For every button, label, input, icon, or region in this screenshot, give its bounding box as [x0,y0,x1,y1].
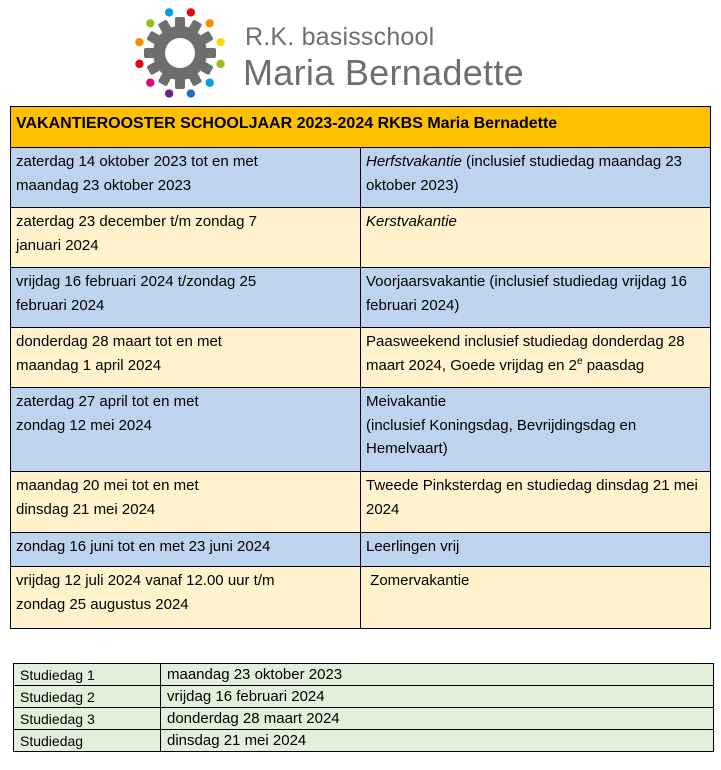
table-row [14,664,714,686]
logo-dot [146,78,154,86]
logo-dot [165,8,173,16]
table-row [14,686,714,708]
description-cell: Herfstvakantie (inclusief studiedag maandag 23 oktober 2023) [361,148,711,208]
description-cell: Tweede Pinksterdag en studiedag dinsdag 21 mei 2024 [361,472,711,533]
study-day-date: donderdag 28 maart 2024 [161,708,714,730]
vacation-schedule-table [10,106,711,629]
table-row [11,328,711,388]
gear-tooth [175,75,185,89]
table-row [11,567,711,629]
description-cell: Kerstvakantie [361,208,711,268]
logo-dot [205,78,213,86]
logo-dot [146,19,154,27]
study-day-label: Studiedag 2 [14,686,161,708]
table-row [14,730,714,752]
study-day-date: vrijdag 16 februari 2024 [161,686,714,708]
period-cell: vrijdag 16 februari 2024 t/zondag 25 februari 2024 [11,268,361,328]
table-row [11,388,711,472]
period-cell: vrijdag 12 juli 2024 vanaf 12.00 uur t/m zondag 25 augustus 2024 [11,567,361,629]
period-cell: maandag 20 mei tot en met dinsdag 21 mei 2024 [11,472,361,533]
description-cell: Voorjaarsvakantie (inclusief studiedag vrijdag 16 februari 2024) [361,268,711,328]
description-cell: Leerlingen vrij [361,533,711,567]
logo-dot [216,60,224,68]
description-cell: Zomervakantie [361,567,711,629]
table-row [11,208,711,268]
table-row [14,708,714,730]
logo-dot [135,60,143,68]
table-row [11,148,711,208]
description-cell: Meivakantie (inclusief Koningsdag, Bevrijdingsdag en Hemelvaart) [361,388,711,472]
logo-dot [187,89,195,97]
description-cell: Paasweekend inclusief studiedag donderdag 28 maart 2024, Goede vrijdag en 2e paasdag [361,328,711,388]
logo-dot [216,38,224,46]
table-row [11,268,711,328]
period-cell: donderdag 28 maart tot en met maandag 1 april 2024 [11,328,361,388]
logo-subtitle: R.K. basisschool [245,23,435,51]
period-cell: zaterdag 14 oktober 2023 tot en met maandag 23 oktober 2023 [11,148,361,208]
logo-title: Maria Bernadette [243,52,524,93]
study-days-table [13,663,714,752]
period-cell: zondag 16 juni tot en met 23 juni 2024 [11,533,361,567]
table-row [11,472,711,533]
logo-dot [135,38,143,46]
logo-dot [165,89,173,97]
study-day-label: Studiedag 1 [14,664,161,686]
table-row [11,533,711,567]
gear-tooth [202,48,216,58]
sun-gear-logo-icon [133,6,227,100]
study-day-date: maandag 23 oktober 2023 [161,664,714,686]
schedule-title: VAKANTIEROOSTER SCHOOLJAAR 2023-2024 RKBS Maria Bernadette [11,107,711,148]
study-day-date: dinsdag 21 mei 2024 [161,730,714,752]
study-day-label: Studiedag 3 [14,708,161,730]
period-cell: zaterdag 27 april tot en met zondag 12 mei 2024 [11,388,361,472]
study-day-label: Studiedag [14,730,161,752]
period-cell: zaterdag 23 december t/m zondag 7 januari 2024 [11,208,361,268]
gear-tooth [175,17,185,31]
gear-tooth [144,48,158,58]
school-logo [133,6,563,102]
logo-dot [187,8,195,16]
logo-dot [205,19,213,27]
